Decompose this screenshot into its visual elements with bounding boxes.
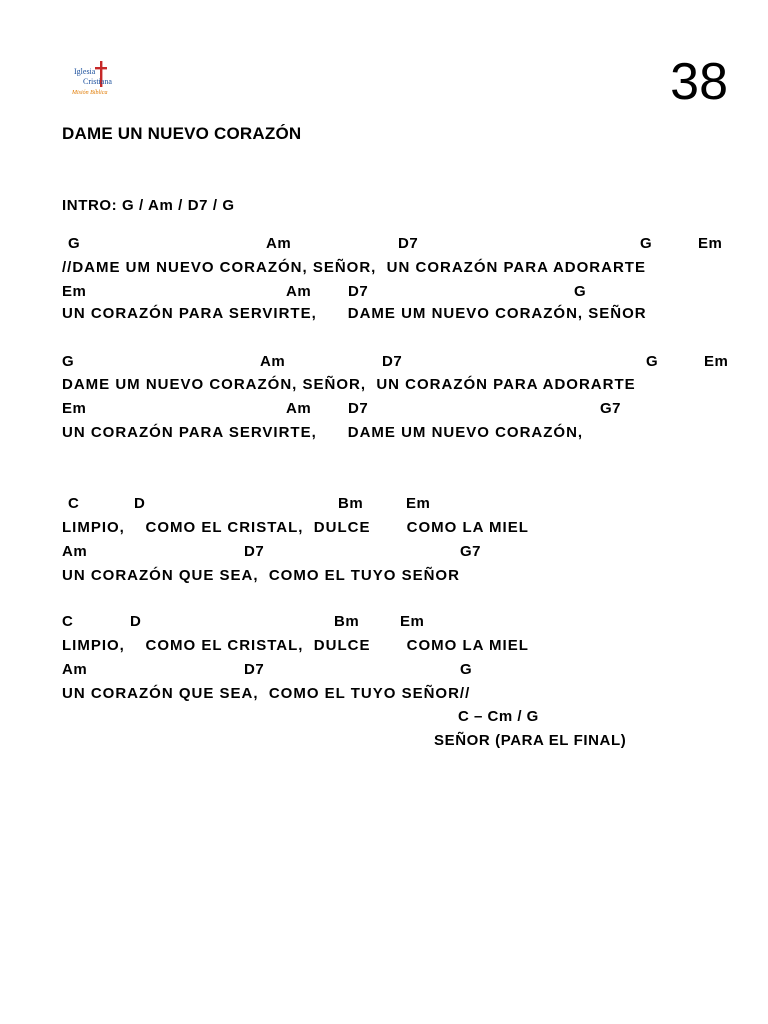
lyric-line: UN CORAZÓN PARA SERVIRTE, DAME UM NUEVO CORAZÓN, [62, 424, 584, 441]
chord: G7 [600, 400, 622, 417]
chord: D7 [398, 235, 419, 252]
chord: D [134, 495, 146, 512]
lyric-line: LIMPIO, COMO EL CRISTAL, DULCE COMO LA MIEL [62, 637, 529, 654]
chord: D7 [348, 400, 369, 417]
chord: Em [62, 283, 87, 300]
chord: Am [260, 353, 286, 370]
lyric-line: UN CORAZÓN PARA SERVIRTE, DAME UM NUEVO CORAZÓN, SEÑOR [62, 305, 647, 322]
chord: G7 [460, 543, 482, 560]
chord: Em [62, 400, 87, 417]
chord: C [62, 613, 74, 630]
church-logo [70, 60, 130, 100]
chord: Bm [334, 613, 360, 630]
chord: Bm [338, 495, 364, 512]
chord: Em [400, 613, 425, 630]
chord: G [68, 235, 81, 252]
chord: Am [286, 400, 312, 417]
chord: Em [698, 235, 723, 252]
song-intro: INTRO: G / Am / D7 / G [62, 197, 235, 214]
logo-text-3: Misión Bíblica [72, 90, 108, 96]
lyric-line: UN CORAZÓN QUE SEA, COMO EL TUYO SEÑOR// [62, 685, 471, 702]
chord: Em [704, 353, 729, 370]
chord: D7 [382, 353, 403, 370]
chord: G [646, 353, 659, 370]
chord: G [574, 283, 587, 300]
lyric-line: UN CORAZÓN QUE SEA, COMO EL TUYO SEÑOR [62, 567, 460, 584]
lyric-line: LIMPIO, COMO EL CRISTAL, DULCE COMO LA MIEL [62, 519, 529, 536]
chord: Em [406, 495, 431, 512]
chord: D [130, 613, 142, 630]
lyric-line: DAME UM NUEVO CORAZÓN, SEÑOR, UN CORAZÓN PARA ADORARTE [62, 376, 636, 393]
lyric-line: //DAME UM NUEVO CORAZÓN, SEÑOR, UN CORAZÓN PARA ADORARTE [62, 259, 646, 276]
chord: Am [62, 661, 88, 678]
chord: Am [286, 283, 312, 300]
chord: C [68, 495, 80, 512]
chord: C – Cm / G [458, 708, 539, 725]
page-number: 38 [670, 53, 728, 111]
chord: D7 [244, 661, 265, 678]
chord: G [62, 353, 75, 370]
song-title: DAME UN NUEVO CORAZÓN [62, 124, 302, 143]
chord: D7 [348, 283, 369, 300]
logo-text-1: Iglesia [74, 67, 96, 76]
chord: G [640, 235, 653, 252]
chord: D7 [244, 543, 265, 560]
lyric-line: SEÑOR (PARA EL FINAL) [434, 732, 627, 749]
chord: Am [62, 543, 88, 560]
chord: Am [266, 235, 292, 252]
logo-text-2: Cristiana [83, 77, 112, 86]
chord: G [460, 661, 473, 678]
